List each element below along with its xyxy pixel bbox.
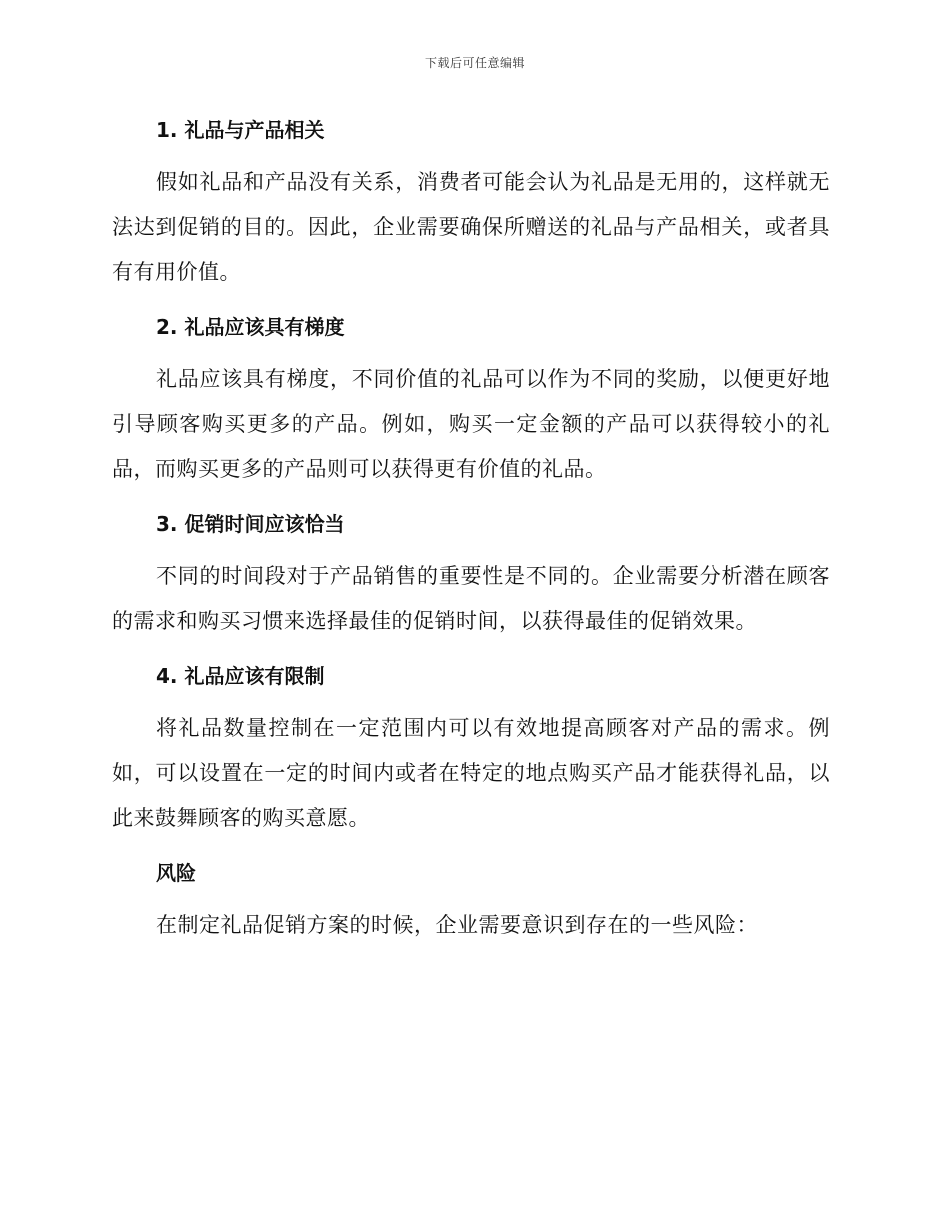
section-heading-2: 2. 礼品应该具有梯度 (156, 315, 345, 339)
section-paragraph-2: 礼品应该具有梯度，不同价值的礼品可以作为不同的奖励，以便更好地引导顾客购买更多的产品。例如，购买一定金额的产品可以获得较小的礼品，而购买更多的产品则可以获得更有价值的礼品。 (112, 367, 830, 481)
section-heading-4: 4. 礼品应该有限制 (156, 664, 325, 688)
header-note: 下载后可任意编辑 (424, 56, 525, 70)
section-heading-3: 3. 促销时间应该恰当 (156, 512, 345, 536)
section-paragraph-1: 假如礼品和产品没有关系，消费者可能会认为礼品是无用的，这样就无法达到促销的目的。因此，企业需要确保所赠送的礼品与产品相关，或者具有有用价值。 (112, 170, 830, 284)
section-paragraph-3: 不同的时间段对于产品销售的重要性是不同的。企业需要分析潜在顾客的需求和购买习惯来选择最佳的促销时间，以获得最佳的促销效果。 (112, 564, 830, 633)
section-paragraph-risk: 在制定礼品促销方案的时候，企业需要意识到存在的一些风险： (156, 913, 758, 937)
section-heading-1: 1. 礼品与产品相关 (156, 118, 325, 142)
section-paragraph-4: 将礼品数量控制在一定范围内可以有效地提高顾客对产品的需求。例如，可以设置在一定的时间内或者在特定的地点购买产品才能获得礼品，以此来鼓舞顾客的购买意愿。 (112, 716, 830, 830)
section-heading-risk: 风险 (156, 861, 196, 885)
document-body (112, 112, 830, 948)
